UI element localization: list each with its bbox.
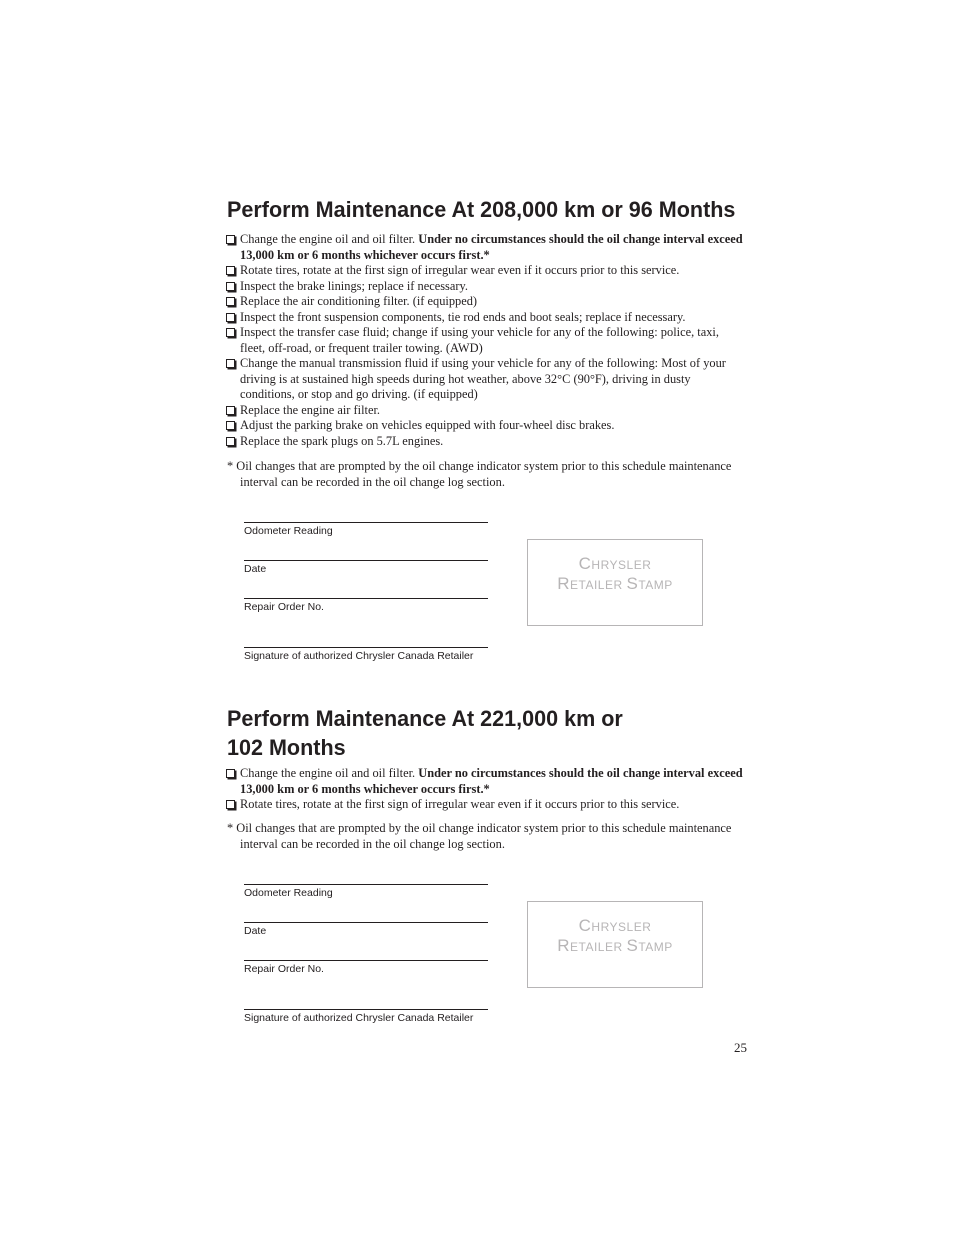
list-item: Inspect the transfer case fluid; change if using your vehicle for any of the following: police, taxi, fleet, off-road, or frequent trailer towing. (AWD): [226, 325, 746, 356]
list-item: Replace the air conditioning filter. (if equipped): [226, 294, 746, 310]
date-field[interactable]: Date: [244, 560, 488, 576]
retailer-signature-field[interactable]: Signature of authorized Chrysler Canada Retailer: [244, 647, 488, 663]
retailer-stamp-box: CHRYSLER RETAILER STAMP: [527, 901, 703, 988]
list-item: Change the manual transmission fluid if using your vehicle for any of the following: Most of your driving is at sustained high speeds during hot weather, above 32°C (90°F), driving in dusty conditions, or stop and go driving. (if equipped): [226, 356, 746, 403]
list-item: Rotate tires, rotate at the first sign of irregular wear even if it occurs prior to this service.: [226, 797, 746, 813]
checkbox-icon: [226, 297, 235, 306]
odometer-reading-field[interactable]: Odometer Reading: [244, 522, 488, 538]
list-item: Inspect the front suspension components, tie rod ends and boot seals; replace if necessary.: [226, 310, 746, 326]
section-title-102-months: Perform Maintenance At 221,000 km or 102 Months: [227, 706, 623, 760]
checkbox-icon: [226, 437, 235, 446]
checkbox-icon: [226, 406, 235, 415]
page-number: 25: [734, 1040, 747, 1055]
checkbox-icon: [226, 328, 235, 337]
list-item: Replace the engine air filter.: [226, 403, 746, 419]
retailer-signature-field[interactable]: Signature of authorized Chrysler Canada Retailer: [244, 1009, 488, 1025]
list-item: Replace the spark plugs on 5.7L engines.: [226, 434, 746, 450]
section-title-96-months: Perform Maintenance At 208,000 km or 96 Months: [227, 197, 736, 222]
retailer-stamp-box: CHRYSLER RETAILER STAMP: [527, 539, 703, 626]
list-item: Change the engine oil and oil filter. Under no circumstances should the oil change interval exceed 13,000 km or 6 months whichever occurs first.*: [226, 766, 746, 797]
checkbox-icon: [226, 282, 235, 291]
repair-order-field[interactable]: Repair Order No.: [244, 598, 488, 614]
checkbox-icon: [226, 769, 235, 778]
list-item: Inspect the brake linings; replace if necessary.: [226, 279, 746, 295]
checkbox-icon: [226, 235, 235, 244]
date-field[interactable]: Date: [244, 922, 488, 938]
footnote: * Oil changes that are prompted by the oil change indicator system prior to this schedule maintenance interval can be recorded in the oil change log section.: [227, 459, 732, 489]
odometer-reading-field[interactable]: Odometer Reading: [244, 884, 488, 900]
checkbox-icon: [226, 800, 235, 809]
footnote: * Oil changes that are prompted by the oil change indicator system prior to this schedule maintenance interval can be recorded in the oil change log section.: [227, 821, 732, 851]
checkbox-icon: [226, 313, 235, 322]
list-item: Adjust the parking brake on vehicles equipped with four-wheel disc brakes.: [226, 418, 746, 434]
checklist-96-months: [226, 232, 746, 449]
list-item: Rotate tires, rotate at the first sign of irregular wear even if it occurs prior to this service.: [226, 263, 746, 279]
checkbox-icon: [226, 421, 235, 430]
list-item: Change the engine oil and oil filter. Under no circumstances should the oil change interval exceed 13,000 km or 6 months whichever occurs first.*: [226, 232, 746, 263]
checklist-102-months: [226, 766, 746, 813]
repair-order-field[interactable]: Repair Order No.: [244, 960, 488, 976]
checkbox-icon: [226, 359, 235, 368]
checkbox-icon: [226, 266, 235, 275]
